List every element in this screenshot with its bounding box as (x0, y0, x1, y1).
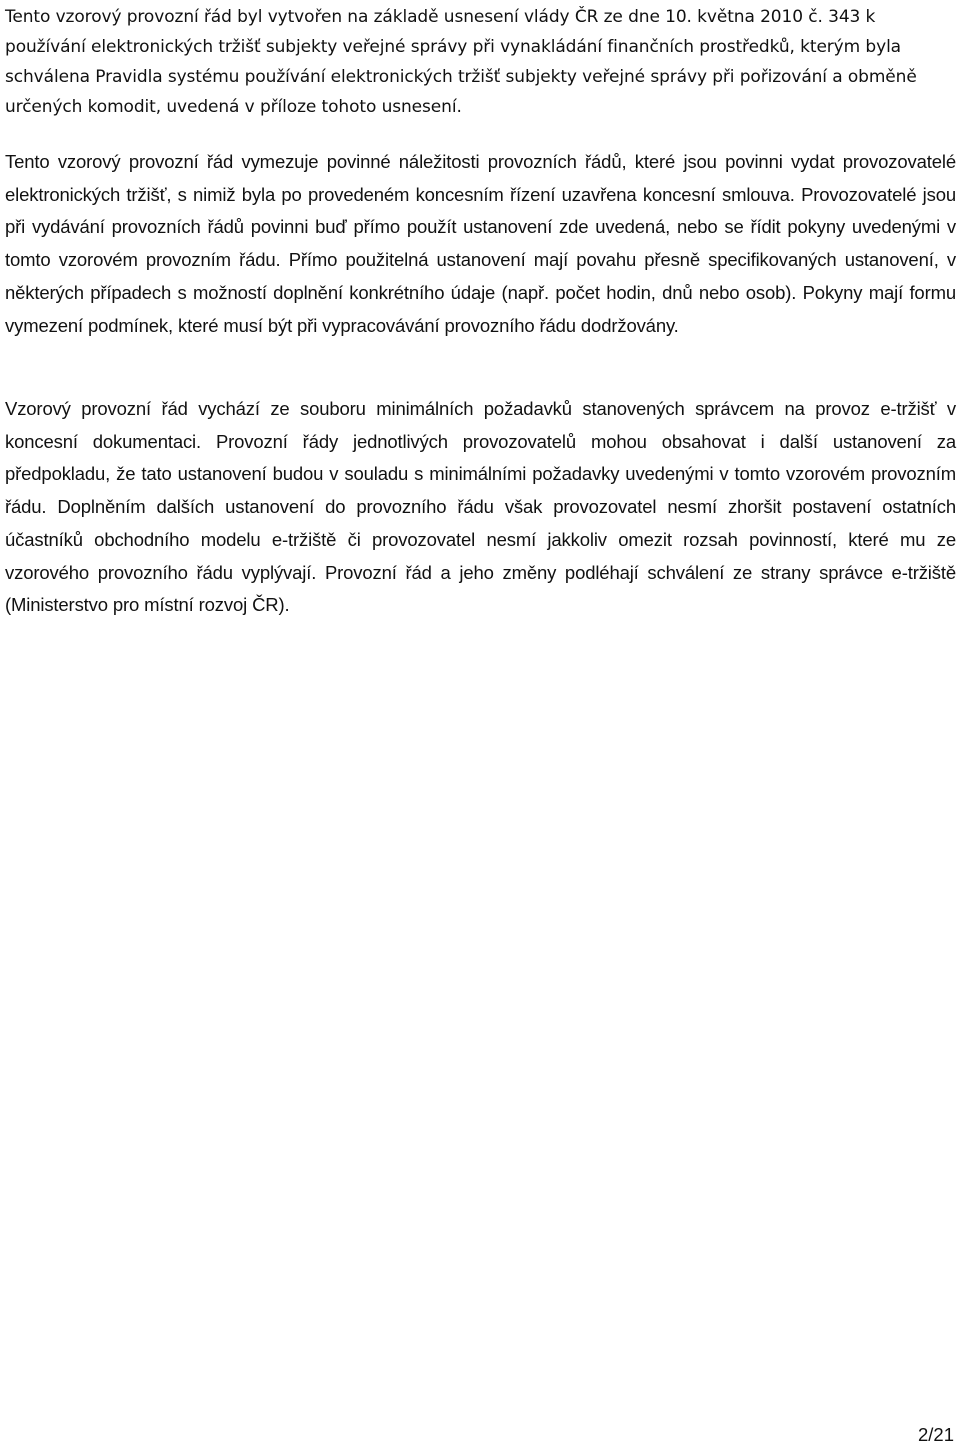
basis-paragraph: Vzorový provozní řád vychází ze souboru minimálních požadavků stanovených správcem na provoz e-tržišť v koncesní dokumentaci. Provozní řády jednotlivých provozovatelů mohou obsahovat i další ustanovení za předpokladu, že tato ustanovení budou v souladu s minimálními požadavky uvedenými v tomto vzorovém provozním řádu. Doplněním dalších ustanovení do provozního řádu však provozovatel nesmí zhoršit postavení ostatních účastníků obchodního modelu e-tržiště či provozovatel nesmí jakkoliv omezit rozsah povinností, které mu ze vzorového provozního řádu vyplývají. Provozní řád a jeho změny podléhají schválení ze strany správce e-tržiště (Ministerstvo pro místní rozvoj ČR). (5, 398, 956, 616)
scope-paragraph: Tento vzorový provozní řád vymezuje povinné náležitosti provozních řádů, které jsou povinni vydat provozovatelé elektronických tržišť, s nimiž byla po provedeném koncesním řízení uzavřena koncesní smlouva. Provozovatelé jsou při vydávání provozních řádů povinni buď přímo použít ustanovení zde uvedená, nebo se řídit pokyny uvedenými v tomto vzorovém provozním řádu. Přímo použitelná ustanovení mají povahu přesně specifikovaných ustanovení, v některých případech s možností doplnění konkrétního údaje (např. počet hodin, dnů nebo osob). Pokyny mají formu vymezení podmínek, které musí být při vypracovávání provozního řádu dodržovány. (5, 151, 956, 336)
page-number: 2/21 (917, 1424, 954, 1445)
intro-paragraph: Tento vzorový provozní řád byl vytvořen na základě usnesení vlády ČR ze dne 10. května 2010 č. 343 k používání elektronických tržišť subjekty veřejné správy při vynakládání finančních prostředků, kterým byla schválena Pravidla systému používání elektronických tržišť subjekty veřejné správy při pořizování a obměně určených komodit, uvedená v příloze tohoto usnesení. (5, 7, 917, 117)
